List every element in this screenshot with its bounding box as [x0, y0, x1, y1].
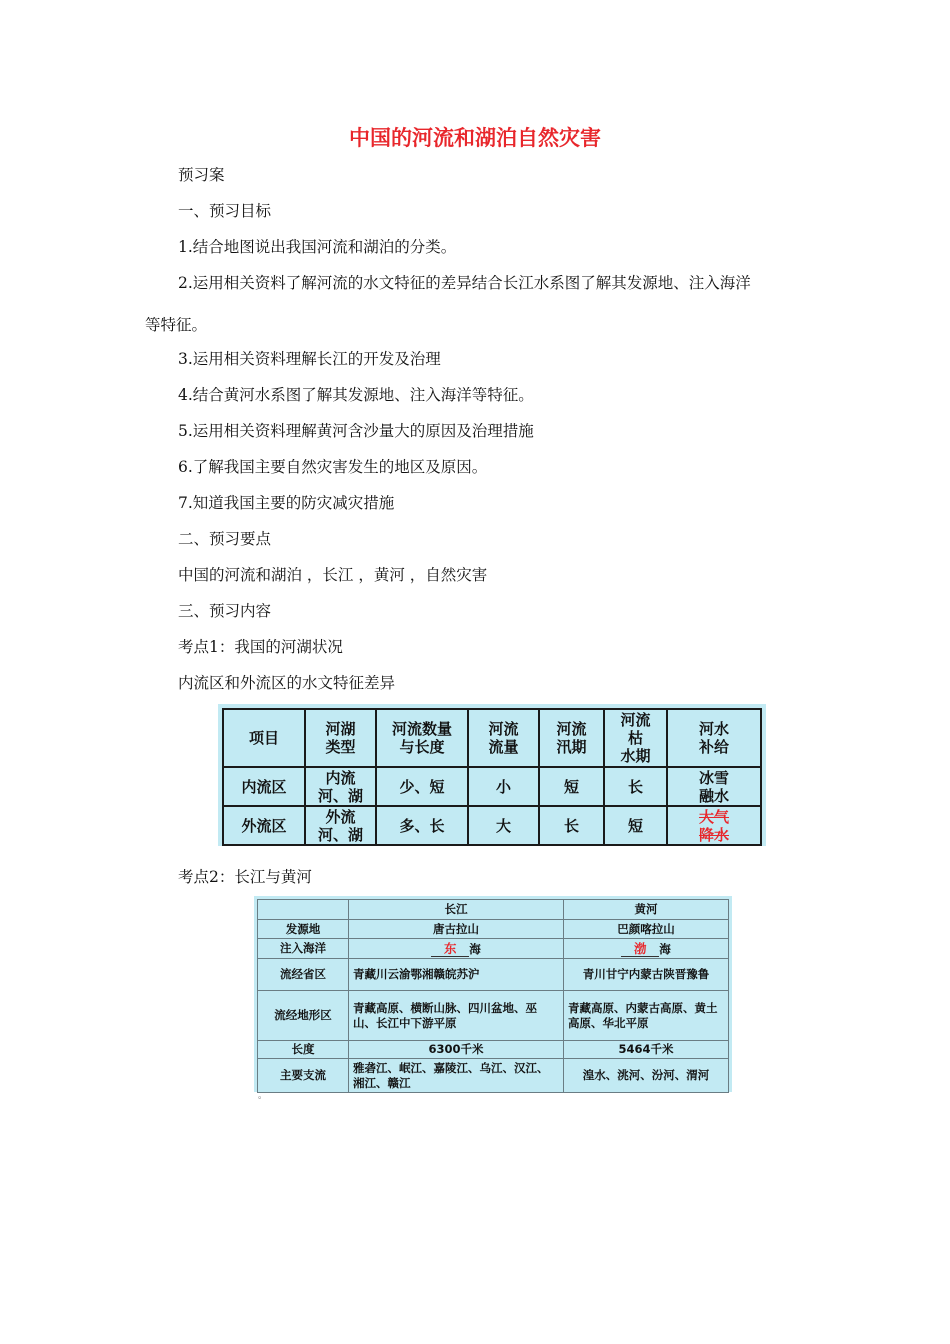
row-label: 流经地形区: [258, 991, 349, 1041]
table1-caption: 内流区和外流区的水文特征差异: [178, 674, 396, 692]
header-cell: 河流 汛期: [539, 709, 604, 767]
answer-blank: 东: [431, 941, 469, 957]
goal-5: 5.运用相关资料理解黄河含沙量大的原因及治理措施: [178, 422, 534, 440]
heading-goals: 一、预习目标: [178, 202, 272, 220]
goal-1: 1.结合地图说出我国河流和湖泊的分类。: [178, 238, 457, 256]
row-label: 内流区: [223, 767, 305, 806]
table-cell: 内流 河、湖: [305, 767, 376, 806]
row-label: 长度: [258, 1041, 349, 1059]
table-cell: 冰雪 融水: [667, 767, 761, 806]
header-cell: 河水 补给: [667, 709, 761, 767]
goal-4: 4.结合黄河水系图了解其发源地、注入海洋等特征。: [178, 386, 534, 404]
table-cell: 多、长: [376, 806, 468, 845]
sea-text: 海: [659, 941, 671, 956]
goal-6: 6.了解我国主要自然灾害发生的地区及原因。: [178, 458, 488, 476]
table-row: [258, 991, 729, 1041]
keypoints-text: 中国的河流和湖泊 ，长江 ，黄河 ，自然灾害: [178, 566, 488, 584]
answer-blank: 渤: [621, 941, 659, 957]
topic-1: 考点1：我国的河湖状况: [178, 638, 343, 656]
table-row: [258, 920, 729, 939]
sea-text: 海: [469, 941, 481, 956]
heading-keypoints: 二、预习要点: [178, 530, 272, 548]
row-label: 注入海洋: [258, 939, 349, 959]
table-cell: 外流 河、湖: [305, 806, 376, 845]
table-cell: 湟水、洮河、汾河、渭河: [564, 1059, 729, 1093]
row-label: 发源地: [258, 920, 349, 939]
goal-2: 2.运用相关资料了解河流的水文特征的差异结合长江水系图了解其发源地、注入海洋: [178, 274, 751, 292]
header-cell: 河流 枯 水期: [604, 709, 667, 767]
table-cell: 大: [468, 806, 539, 845]
stray-mark: 。: [258, 1091, 268, 1101]
table-cell: 青藏川云渝鄂湘赣皖苏沪: [349, 959, 564, 991]
header-cell: 河流数量 与长度: [376, 709, 468, 767]
heading-content: 三、预习内容: [178, 602, 272, 620]
goal-7: 7.知道我国主要的防灾减灾措施: [178, 494, 395, 512]
topic-2: 考点2：长江与黄河: [178, 868, 312, 886]
table-cell: 长: [539, 806, 604, 845]
table-cell: 青藏高原、横断山脉、四川盆地、巫山、长江中下游平原: [349, 991, 564, 1041]
table-cell: 小: [468, 767, 539, 806]
row-label: 流经省区: [258, 959, 349, 991]
table-cell: 长: [604, 767, 667, 806]
page-title: 中国的河流和湖泊自然灾害: [349, 126, 601, 150]
table-cell: [564, 939, 729, 959]
table-cell: 巴颜喀拉山: [564, 920, 729, 939]
table-row: [258, 939, 729, 959]
table-row: [258, 959, 729, 991]
rivers-table: [254, 896, 732, 1092]
table-cell: 青川甘宁内蒙古陕晋豫鲁: [564, 959, 729, 991]
goal-3: 3.运用相关资料理解长江的开发及治理: [178, 350, 441, 368]
table-cell: 唐古拉山: [349, 920, 564, 939]
row-label: 外流区: [223, 806, 305, 845]
header-cell: 河流 流量: [468, 709, 539, 767]
answer-cell: 大气 降水: [667, 806, 761, 845]
row-label: 主要支流: [258, 1059, 349, 1093]
table-row: [258, 1041, 729, 1059]
table-row: [223, 767, 761, 806]
table-cell: 6300千米: [349, 1041, 564, 1059]
table-cell: 少、短: [376, 767, 468, 806]
table-cell: 5464千米: [564, 1041, 729, 1059]
header-yellow-river: 黄河: [564, 900, 729, 920]
section-preview: 预习案: [178, 166, 225, 184]
corner-cell: [258, 900, 349, 920]
header-yangtze: 长江: [349, 900, 564, 920]
hydrology-table: [218, 704, 766, 846]
table-cell: 雅砻江、岷江、嘉陵江、乌江、汉江、湘江、赣江: [349, 1059, 564, 1093]
header-cell: 项目: [223, 709, 305, 767]
table-row: [223, 806, 761, 845]
table-header-row: [223, 709, 761, 767]
goal-2-cont: 等特征。: [145, 316, 208, 334]
table-header-row: [258, 900, 729, 920]
table-cell: 短: [539, 767, 604, 806]
table-row: [258, 1059, 729, 1093]
table-cell: [349, 939, 564, 959]
table-cell: 短: [604, 806, 667, 845]
table-cell: 青藏高原、内蒙古高原、黄土高原、华北平原: [564, 991, 729, 1041]
header-cell: 河湖 类型: [305, 709, 376, 767]
